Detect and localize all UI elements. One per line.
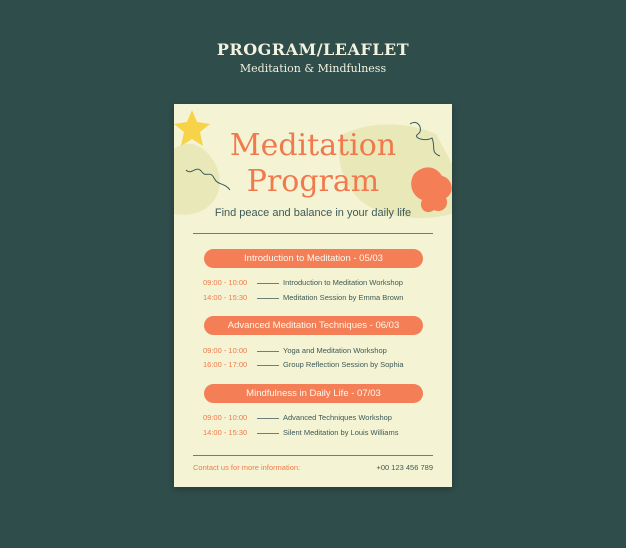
header-subtitle: Meditation & Mindfulness	[239, 62, 387, 75]
row-desc: Group Reflection Session by Sophia	[283, 360, 404, 369]
row-time: 09:00 - 10:00	[203, 346, 248, 355]
leaflet-title	[174, 128, 452, 200]
schedule-row	[203, 345, 443, 357]
section-1-heading: Introduction to Meditation - 05/03	[204, 249, 423, 268]
schedule-row	[203, 427, 443, 439]
title-line-1: Meditation	[229, 128, 397, 163]
row-time: 14:00 - 15:30	[203, 293, 248, 302]
row-dash	[257, 283, 279, 284]
row-dash	[257, 418, 279, 419]
row-desc: Introduction to Meditation Workshop	[283, 278, 403, 287]
row-time: 09:00 - 10:00	[203, 413, 248, 422]
row-dash	[257, 365, 279, 366]
header-title: PROGRAM/LEAFLET	[216, 40, 410, 59]
row-time: 16:00 - 17:00	[203, 360, 248, 369]
row-desc: Silent Meditation by Louis Williams	[283, 428, 399, 437]
tagline: Find peace and balance in your daily life	[214, 207, 412, 219]
row-time: 09:00 - 10:00	[203, 278, 248, 287]
row-desc: Yoga and Meditation Workshop	[283, 346, 387, 355]
row-dash	[257, 433, 279, 434]
schedule-row	[203, 292, 443, 304]
row-dash	[257, 298, 279, 299]
schedule-row	[203, 277, 443, 289]
row-dash	[257, 351, 279, 352]
divider-bottom	[193, 455, 433, 456]
section-3-heading: Mindfulness in Daily Life - 07/03	[204, 384, 423, 403]
divider-top	[193, 233, 433, 234]
row-desc: Advanced Techniques Workshop	[283, 413, 392, 422]
title-line-2: Program	[246, 164, 380, 199]
row-time: 14:00 - 15:30	[203, 428, 248, 437]
row-desc: Meditation Session by Emma Brown	[283, 293, 404, 302]
contact-label: Contact us for more information:	[193, 463, 301, 472]
schedule-row	[203, 359, 443, 371]
leaflet	[174, 104, 452, 487]
section-2-heading: Advanced Meditation Techniques - 06/03	[204, 316, 423, 335]
phone-number: +00 123 456 789	[376, 463, 433, 472]
schedule-row	[203, 412, 443, 424]
